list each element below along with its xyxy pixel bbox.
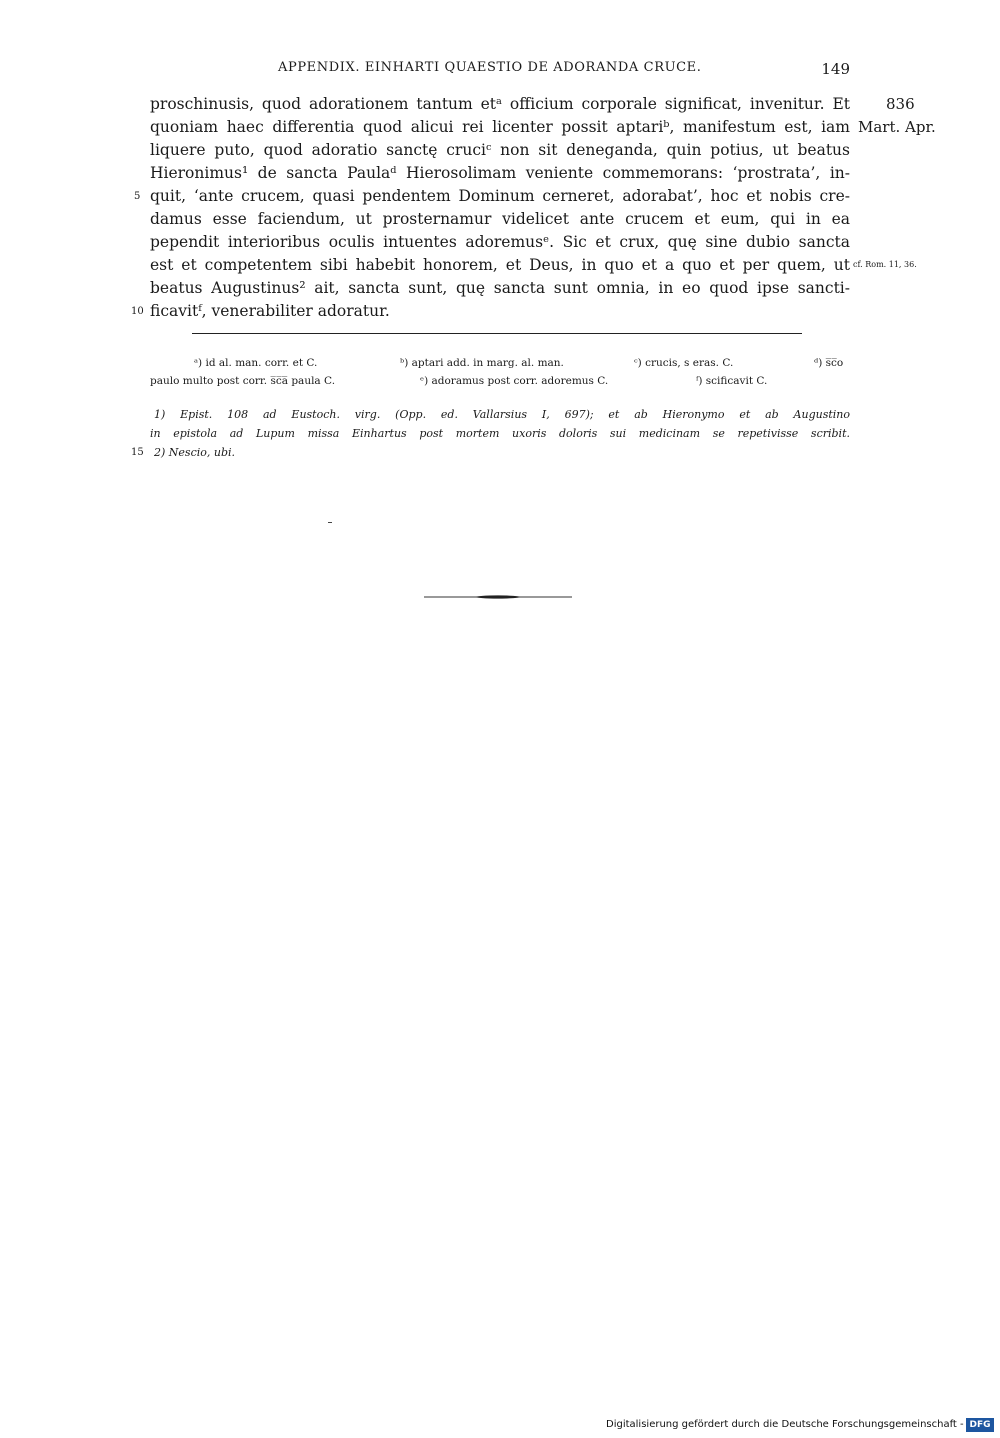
text-line: beatus Augustinus² ait, sancta sunt, quę sancta sunt omnia, in eo quod ipse sancti- [150,279,850,297]
source-note: in epistola ad Lupum missa Einhartus post mortem uxoris doloris sui medicinam se repetivisse scribit. [150,427,850,440]
end-ornament [424,594,572,600]
stray-mark [328,522,332,523]
text-line: quoniam haec differentia quod alicui rei licenter possit aptariᵇ, manifestum est, iam [150,118,850,136]
margin-year: 836 [886,95,915,113]
margin-citation: cf. Rom. 11, 36. [853,260,917,269]
text-line: damus esse faciendum, ut prosternamur videlicet ante crucem et eum, qui in ea [150,210,850,228]
running-title: APPENDIX. EINHARTI QUAESTIO DE ADORANDA CRUCE. [278,60,702,75]
text-line: est et competentem sibi habebit honorem, et Deus, in quo et a quo et per quem, ut [150,256,850,274]
text-line: Hieronimus¹ de sancta Paulaᵈ Hierosolimam veniente commemorans: ‘prostrata’, in- [150,164,850,182]
text-line: pependit interioribus oculis intuentes adoremusᵉ. Sic et crux, quę sine dubio sancta [150,233,850,251]
dfg-logo: DFG [966,1418,994,1432]
text-line: ficavitᶠ, venerabiliter adoratur. [150,302,390,320]
apparatus-note: ᵈ) s̅c̅o [814,357,844,369]
margin-months: Mart. Apr. [858,118,936,136]
source-note: 2) Nescio, ubi. [154,446,236,459]
source-note: 1) Epist. 108 ad Eustoch. virg. (Opp. ed. Vallarsius I, 697); et ab Hieronymo et ab Augustino [154,408,850,421]
apparatus-note: ᵉ) adoramus post corr. adoremus C. [420,375,609,387]
apparatus-note: paulo multo post corr. s̅c̅a̅ paula C. [150,375,336,387]
page-header [150,60,850,80]
line-number: 15 [131,447,144,458]
line-number: 5 [134,191,141,202]
digitization-credit: Digitalisierung gefördert durch die Deutsche Forschungsgemeinschaft - [606,1419,964,1430]
text-line: quit, ‘ante crucem, quasi pendentem Dominum cerneret, adorabat’, hoc et nobis cre- [150,187,850,205]
page-number: 149 [821,60,850,78]
line-number: 10 [131,306,144,317]
apparatus-note: ᵇ) aptari add. in marg. al. man. [400,357,564,369]
text-line: liquere puto, quod adoratio sanctę cruciᶜ non sit deneganda, quin potius, ut beatus [150,141,850,159]
text-line: proschinusis, quod adorationem tantum etᵃ officium corporale significat, invenitur. Et [150,95,850,113]
apparatus-note: ᶠ) scificavit C. [696,375,768,387]
apparatus-note: ᵃ) id al. man. corr. et C. [194,357,318,369]
footnote-rule [192,333,802,334]
apparatus-note: ᶜ) crucis, s eras. C. [634,357,734,369]
